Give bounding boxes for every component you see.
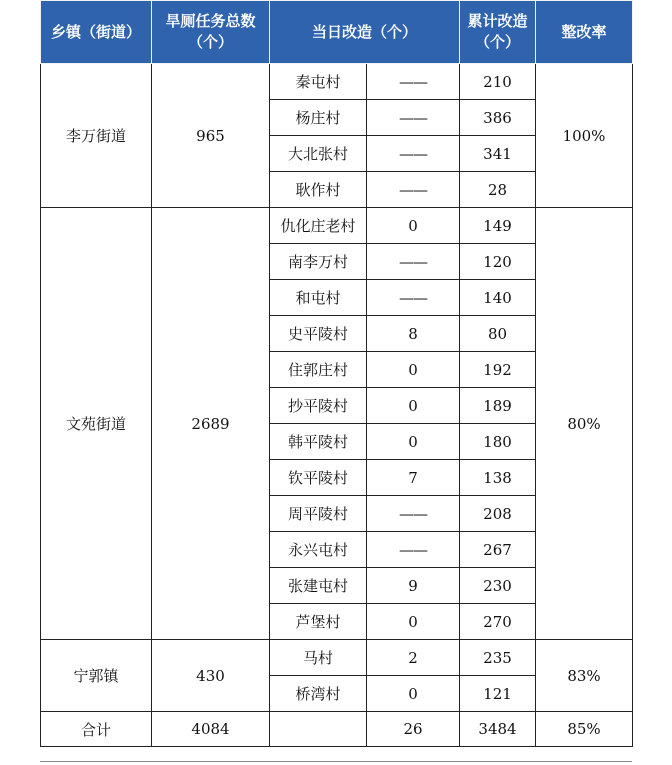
daily-count: 8: [367, 316, 460, 352]
bottom-divider: [40, 761, 632, 762]
village-name: 南李万村: [270, 244, 367, 280]
total-daily: 26: [367, 712, 460, 747]
task-total: 2689: [152, 208, 270, 640]
cumulative-count: 80: [460, 316, 536, 352]
village-name: 住郭庄村: [270, 352, 367, 388]
total-task-total: 4084: [152, 712, 270, 747]
daily-count: ——: [367, 100, 460, 136]
table-row: [41, 208, 633, 244]
daily-count: 0: [367, 424, 460, 460]
village-name: 马村: [270, 640, 367, 676]
cumulative-count: 189: [460, 388, 536, 424]
header-rate: 整改率: [536, 1, 633, 64]
cumulative-count: 192: [460, 352, 536, 388]
village-name: 芦堡村: [270, 604, 367, 640]
daily-count: 0: [367, 352, 460, 388]
cumulative-count: 270: [460, 604, 536, 640]
daily-count: 0: [367, 208, 460, 244]
township-name: 宁郭镇: [41, 640, 152, 712]
village-name: 周平陵村: [270, 496, 367, 532]
cumulative-count: 208: [460, 496, 536, 532]
header-row: [41, 1, 633, 64]
daily-count: 7: [367, 460, 460, 496]
daily-count: 0: [367, 604, 460, 640]
daily-count: 0: [367, 388, 460, 424]
daily-count: ——: [367, 244, 460, 280]
village-name: 杨庄村: [270, 100, 367, 136]
table-row: [41, 64, 633, 100]
daily-count: ——: [367, 64, 460, 100]
cumulative-count: 140: [460, 280, 536, 316]
daily-count: 0: [367, 676, 460, 712]
village-name: 秦屯村: [270, 64, 367, 100]
cumulative-count: 180: [460, 424, 536, 460]
task-total: 430: [152, 640, 270, 712]
rectification-table: [40, 0, 633, 747]
village-name: 和屯村: [270, 280, 367, 316]
cumulative-count: 120: [460, 244, 536, 280]
cumulative-count: 121: [460, 676, 536, 712]
header-task-total: 旱厕任务总数（个）: [152, 1, 270, 64]
header-township: 乡镇（街道）: [41, 1, 152, 64]
total-village-blank: [270, 712, 367, 747]
daily-count: ——: [367, 172, 460, 208]
table-row: [41, 640, 633, 676]
cumulative-count: 230: [460, 568, 536, 604]
village-name: 耿作村: [270, 172, 367, 208]
header-daily: 当日改造（个）: [270, 1, 460, 64]
total-rate: 85%: [536, 712, 633, 747]
daily-count: ——: [367, 136, 460, 172]
cumulative-count: 28: [460, 172, 536, 208]
header-cumulative: 累计改造（个）: [460, 1, 536, 64]
cumulative-count: 138: [460, 460, 536, 496]
cumulative-count: 149: [460, 208, 536, 244]
cumulative-count: 267: [460, 532, 536, 568]
rectification-rate: 80%: [536, 208, 633, 640]
daily-count: ——: [367, 280, 460, 316]
township-name: 文苑街道: [41, 208, 152, 640]
village-name: 大北张村: [270, 136, 367, 172]
total-row: [41, 712, 633, 747]
village-name: 永兴屯村: [270, 532, 367, 568]
cumulative-count: 235: [460, 640, 536, 676]
rectification-rate: 83%: [536, 640, 633, 712]
township-name: 李万街道: [41, 64, 152, 208]
cumulative-count: 341: [460, 136, 536, 172]
table-body: [41, 64, 633, 747]
total-cumulative: 3484: [460, 712, 536, 747]
village-name: 史平陵村: [270, 316, 367, 352]
village-name: 仇化庄老村: [270, 208, 367, 244]
task-total: 965: [152, 64, 270, 208]
village-name: 钦平陵村: [270, 460, 367, 496]
village-name: 抄平陵村: [270, 388, 367, 424]
daily-count: ——: [367, 532, 460, 568]
daily-count: 9: [367, 568, 460, 604]
daily-count: 2: [367, 640, 460, 676]
total-label: 合计: [41, 712, 152, 747]
village-name: 张建屯村: [270, 568, 367, 604]
village-name: 桥湾村: [270, 676, 367, 712]
village-name: 韩平陵村: [270, 424, 367, 460]
cumulative-count: 210: [460, 64, 536, 100]
daily-count: ——: [367, 496, 460, 532]
rectification-rate: 100%: [536, 64, 633, 208]
cumulative-count: 386: [460, 100, 536, 136]
